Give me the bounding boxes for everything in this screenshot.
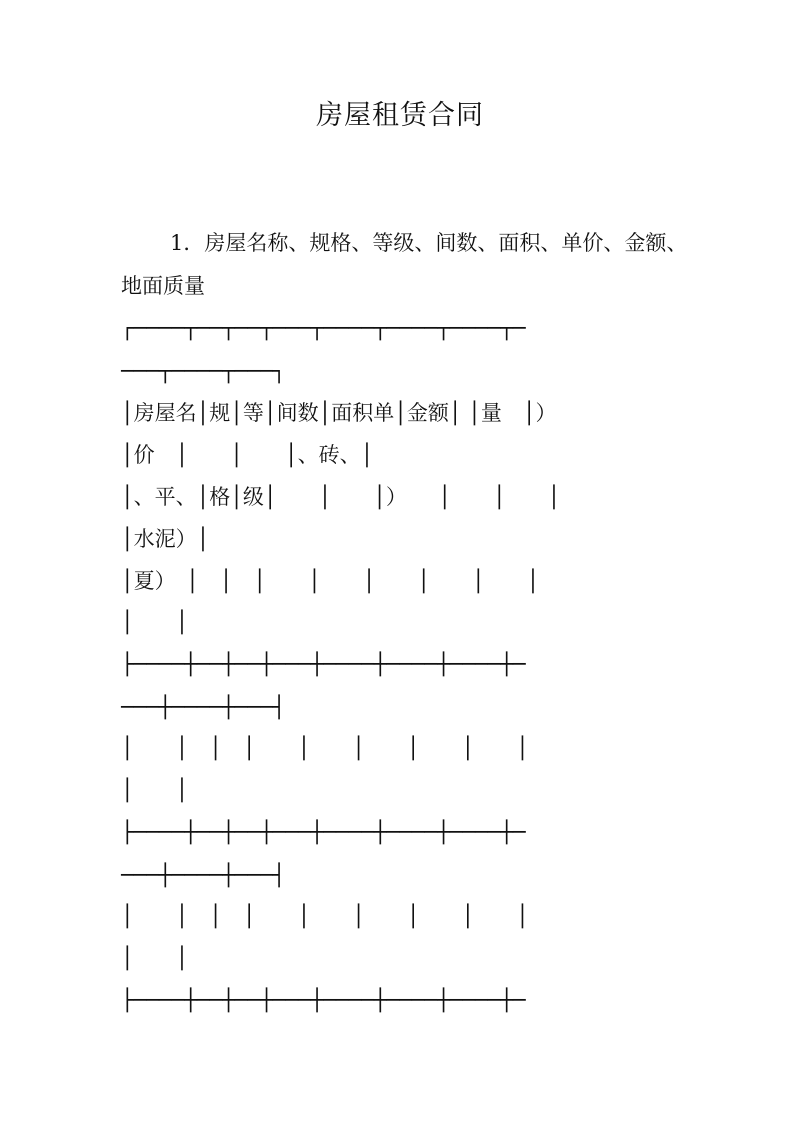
section-1-heading-line-1: 1．房屋名称、规格、等级、间数、面积、单价、金额、 bbox=[170, 231, 688, 255]
table-text-line: ├────┼──┼──┼───┼────┼────┼────┼─ bbox=[121, 652, 526, 676]
table-text-line: ┌────┬──┬──┬───┬────┬────┬────┬─ bbox=[121, 316, 526, 340]
table-text-line: │房屋名│规│等│间数│面积单│金额│ │量 │） bbox=[121, 401, 557, 425]
table-text-line: │ │ bbox=[121, 610, 189, 634]
table-text-line: ├────┼──┼──┼───┼────┼────┼────┼─ bbox=[121, 820, 526, 844]
table-text-line: ───┼────┼───┤ bbox=[121, 863, 286, 887]
table-text-line: │、平、│格│级│ │ │） │ │ │ bbox=[121, 485, 561, 509]
table-text-line: ───┬────┬───┐ bbox=[121, 359, 286, 383]
document-title: 房屋租赁合同 bbox=[316, 100, 484, 131]
table-text-line: ───┼────┼───┤ bbox=[121, 695, 286, 719]
section-1-heading-line-2: 地面质量 bbox=[121, 274, 205, 298]
table-text-line: ├────┼──┼──┼───┼────┼────┼────┼─ bbox=[121, 988, 526, 1012]
table-text-line: │ │ │ │ │ │ │ │ │ bbox=[121, 736, 529, 760]
table-text-line: │ │ bbox=[121, 778, 189, 802]
table-text-line: │水泥）│ bbox=[121, 527, 210, 551]
table-text-line: │夏） │ │ │ │ │ │ │ │ bbox=[121, 569, 540, 593]
table-text-line: │ │ bbox=[121, 946, 189, 970]
table-text-line: │ │ │ │ │ │ │ │ │ bbox=[121, 904, 529, 928]
table-text-line: │价 │ │ │、砖、│ bbox=[121, 443, 374, 467]
